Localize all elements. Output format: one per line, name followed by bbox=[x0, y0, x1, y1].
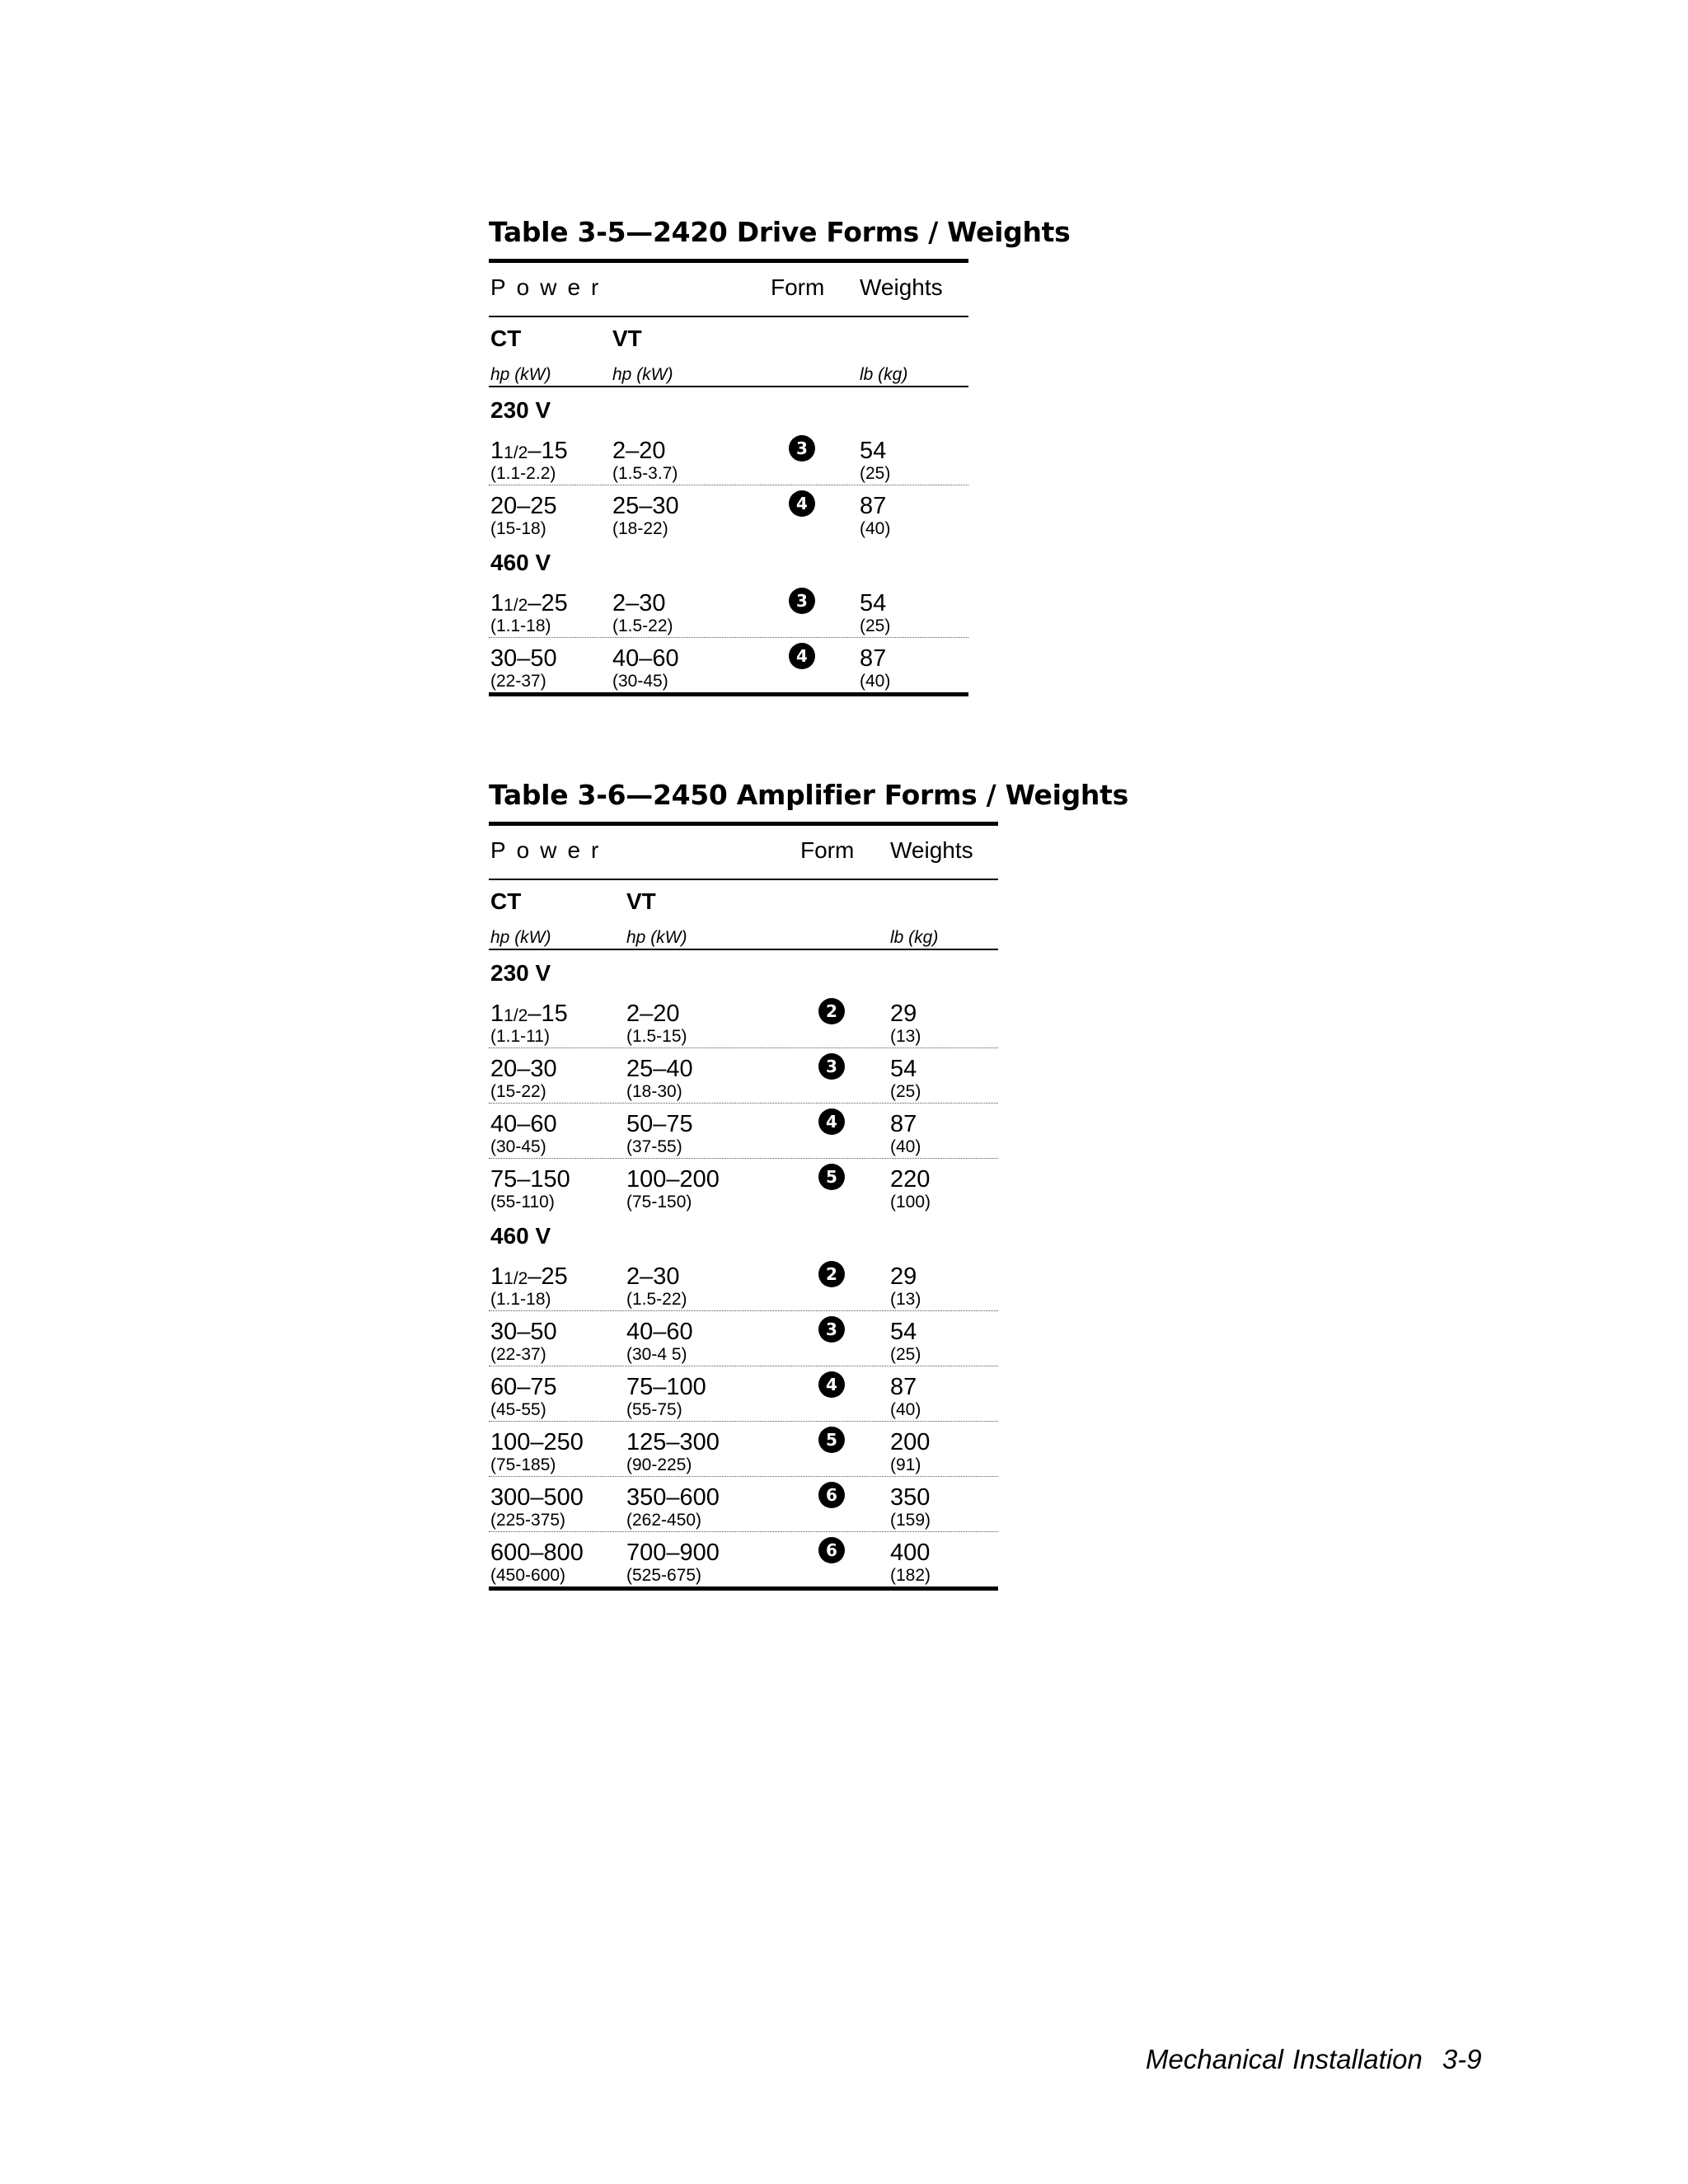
vt-kw: (18-22) bbox=[612, 519, 668, 538]
vt-hp: 700–900 bbox=[626, 1540, 720, 1566]
weight-lb: 400 bbox=[890, 1540, 931, 1566]
ct-hp-fraction: 1/2 bbox=[504, 1269, 528, 1288]
ct-kw: (22-37) bbox=[490, 672, 546, 691]
weight-lb: 54 bbox=[860, 590, 887, 616]
voltage-group-row bbox=[489, 950, 998, 993]
table-row bbox=[489, 1159, 998, 1213]
table-title: Table 3-5—2420 Drive Forms / Weights bbox=[489, 216, 1071, 248]
form-number-badge: 6 bbox=[818, 1482, 845, 1508]
ct-kw: (1.1-18) bbox=[490, 616, 551, 635]
weight-lb: 54 bbox=[860, 438, 887, 464]
ct-hp-fraction: 1/2 bbox=[504, 443, 528, 462]
vt-hp: 100–200 bbox=[626, 1166, 720, 1193]
ct-unit: hp (kW) bbox=[490, 365, 551, 384]
ct-hp: 11/2–15 bbox=[490, 1001, 568, 1027]
ct-header: CT bbox=[490, 326, 522, 351]
voltage-label: 460 V bbox=[490, 550, 551, 575]
table-row bbox=[489, 1532, 998, 1586]
form-number-badge: 6 bbox=[818, 1537, 845, 1563]
table-row bbox=[489, 1366, 998, 1421]
vt-header: VT bbox=[626, 888, 656, 914]
ct-kw: (1.1-2.2) bbox=[490, 464, 556, 483]
voltage-group-row bbox=[489, 387, 968, 430]
table-title: Table 3-6—2450 Amplifier Forms / Weights bbox=[489, 779, 1128, 811]
footer-section: Mechanical Installation bbox=[1146, 2044, 1423, 2074]
form-header: Form bbox=[800, 837, 855, 863]
ct-hp: 20–25 bbox=[490, 493, 557, 519]
weight-lb: 87 bbox=[890, 1374, 917, 1400]
vt-hp: 2–20 bbox=[626, 1001, 680, 1027]
vt-unit: hp (kW) bbox=[626, 928, 687, 947]
weight-lb: 54 bbox=[890, 1319, 917, 1345]
ct-hp: 11/2–25 bbox=[490, 590, 568, 616]
weight-kg: (25) bbox=[860, 464, 891, 483]
weight-lb: 54 bbox=[890, 1056, 917, 1082]
vt-hp: 40–60 bbox=[626, 1319, 693, 1345]
column-header-row bbox=[489, 826, 998, 879]
ct-hp-fraction: 1/2 bbox=[504, 1006, 528, 1025]
vt-kw: (262-450) bbox=[626, 1511, 702, 1530]
table-row bbox=[489, 1256, 998, 1310]
weight-kg: (13) bbox=[890, 1027, 921, 1046]
voltage-label: 230 V bbox=[490, 397, 551, 423]
vt-kw: (90-225) bbox=[626, 1455, 692, 1474]
weight-kg: (25) bbox=[860, 616, 891, 635]
weight-lb: 220 bbox=[890, 1166, 931, 1193]
form-number-badge: 4 bbox=[818, 1371, 845, 1398]
vt-kw: (75-150) bbox=[626, 1193, 692, 1212]
ct-hp: 75–150 bbox=[490, 1166, 570, 1193]
weight-lb: 29 bbox=[890, 1001, 917, 1027]
table-3-5 bbox=[489, 213, 1071, 696]
form-number-badge: 3 bbox=[789, 588, 815, 614]
vt-kw: (1.5-15) bbox=[626, 1027, 687, 1046]
weight-kg: (40) bbox=[860, 519, 891, 538]
ct-kw: (22-37) bbox=[490, 1345, 546, 1364]
ct-header: CT bbox=[490, 888, 522, 914]
vt-unit: hp (kW) bbox=[612, 365, 673, 384]
vt-kw: (1.5-22) bbox=[612, 616, 673, 635]
vt-kw: (30-45) bbox=[612, 672, 668, 691]
form-number-badge: 4 bbox=[789, 643, 815, 669]
ct-kw: (15-18) bbox=[490, 519, 546, 538]
ct-hp: 11/2–15 bbox=[490, 438, 568, 464]
weight-lb: 29 bbox=[890, 1263, 917, 1290]
vt-hp: 50–75 bbox=[626, 1111, 693, 1137]
footer-page-number: 3-9 bbox=[1442, 2044, 1482, 2074]
table-row bbox=[489, 1477, 998, 1531]
vt-hp: 2–30 bbox=[626, 1263, 680, 1290]
ct-hp: 11/2–25 bbox=[490, 1263, 568, 1290]
weights-header: Weights bbox=[860, 274, 943, 300]
table-row bbox=[489, 430, 968, 485]
table-body bbox=[489, 387, 968, 692]
weight-kg: (40) bbox=[860, 672, 891, 691]
vt-hp: 125–300 bbox=[626, 1429, 720, 1455]
ct-hp: 60–75 bbox=[490, 1374, 557, 1400]
ct-hp-fraction: 1/2 bbox=[504, 596, 528, 615]
table-bottom-rule bbox=[489, 1586, 998, 1591]
voltage-label: 460 V bbox=[490, 1223, 551, 1249]
voltage-group-row bbox=[489, 1213, 998, 1256]
weight-kg: (25) bbox=[890, 1345, 921, 1364]
weights-header: Weights bbox=[890, 837, 973, 863]
weight-kg: (91) bbox=[890, 1455, 921, 1474]
table-row bbox=[489, 1048, 998, 1103]
weight-kg: (13) bbox=[890, 1290, 921, 1309]
unit-header-row bbox=[489, 317, 968, 386]
ct-kw: (1.1-18) bbox=[490, 1290, 551, 1309]
form-number-badge: 5 bbox=[818, 1427, 845, 1453]
vt-hp: 40–60 bbox=[612, 645, 679, 672]
table-row bbox=[489, 993, 998, 1047]
weight-kg: (182) bbox=[890, 1566, 931, 1585]
vt-kw: (1.5-22) bbox=[626, 1290, 687, 1309]
table-row bbox=[489, 638, 968, 692]
table-bottom-rule bbox=[489, 692, 968, 696]
vt-hp: 25–30 bbox=[612, 493, 679, 519]
ct-hp: 20–30 bbox=[490, 1056, 557, 1082]
vt-hp: 350–600 bbox=[626, 1484, 720, 1511]
form-number-badge: 4 bbox=[789, 490, 815, 517]
power-header: Power bbox=[490, 837, 610, 863]
unit-header-row bbox=[489, 880, 998, 949]
voltage-label: 230 V bbox=[490, 960, 551, 986]
form-number-badge: 3 bbox=[818, 1053, 845, 1080]
form-number-badge: 4 bbox=[818, 1108, 845, 1135]
ct-hp: 30–50 bbox=[490, 645, 557, 672]
ct-hp: 40–60 bbox=[490, 1111, 557, 1137]
vt-kw: (18-30) bbox=[626, 1082, 682, 1101]
weight-kg: (25) bbox=[890, 1082, 921, 1101]
weight-kg: (40) bbox=[890, 1137, 921, 1156]
vt-header: VT bbox=[612, 326, 642, 351]
vt-kw: (30-4 5) bbox=[626, 1345, 687, 1364]
vt-hp: 2–20 bbox=[612, 438, 666, 464]
vt-hp: 2–30 bbox=[612, 590, 666, 616]
vt-kw: (1.5-3.7) bbox=[612, 464, 678, 483]
power-header: Power bbox=[490, 274, 610, 300]
ct-hp: 100–250 bbox=[490, 1429, 584, 1455]
weight-kg: (159) bbox=[890, 1511, 931, 1530]
ct-hp: 30–50 bbox=[490, 1319, 557, 1345]
weight-kg: (100) bbox=[890, 1193, 931, 1212]
ct-kw: (45-55) bbox=[490, 1400, 546, 1419]
ct-kw: (15-22) bbox=[490, 1082, 546, 1101]
form-number-badge: 5 bbox=[818, 1164, 845, 1190]
table-body bbox=[489, 950, 998, 1586]
ct-kw: (225-375) bbox=[490, 1511, 566, 1530]
vt-kw: (37-55) bbox=[626, 1137, 682, 1156]
vt-hp: 25–40 bbox=[626, 1056, 693, 1082]
ct-hp: 300–500 bbox=[490, 1484, 584, 1511]
table-row bbox=[489, 1422, 998, 1476]
weight-unit: lb (kg) bbox=[860, 365, 908, 384]
ct-kw: (450-600) bbox=[490, 1566, 566, 1585]
weight-kg: (40) bbox=[890, 1400, 921, 1419]
ct-unit: hp (kW) bbox=[490, 928, 551, 947]
vt-hp: 75–100 bbox=[626, 1374, 706, 1400]
weight-lb: 200 bbox=[890, 1429, 931, 1455]
vt-kw: (55-75) bbox=[626, 1400, 682, 1419]
weight-lb: 87 bbox=[860, 493, 887, 519]
ct-hp: 600–800 bbox=[490, 1540, 584, 1566]
table-row bbox=[489, 485, 968, 540]
weight-unit: lb (kg) bbox=[890, 928, 939, 947]
ct-kw: (30-45) bbox=[490, 1137, 546, 1156]
form-number-badge: 3 bbox=[789, 435, 815, 462]
ct-kw: (75-185) bbox=[490, 1455, 556, 1474]
ct-kw: (55-110) bbox=[490, 1193, 555, 1212]
table-row bbox=[489, 1104, 998, 1158]
table-row bbox=[489, 583, 968, 637]
table-3-6 bbox=[489, 776, 1128, 1591]
weight-lb: 87 bbox=[860, 645, 887, 672]
ct-kw: (1.1-11) bbox=[490, 1027, 550, 1046]
voltage-group-row bbox=[489, 540, 968, 583]
vt-kw: (525-675) bbox=[626, 1566, 702, 1585]
weight-lb: 87 bbox=[890, 1111, 917, 1137]
form-header: Form bbox=[771, 274, 825, 300]
form-number-badge: 3 bbox=[818, 1316, 845, 1343]
column-header-row bbox=[489, 263, 968, 316]
weight-lb: 350 bbox=[890, 1484, 931, 1511]
table-row bbox=[489, 1311, 998, 1366]
form-number-badge: 2 bbox=[818, 998, 845, 1024]
form-number-badge: 2 bbox=[818, 1261, 845, 1287]
page-footer bbox=[1146, 2044, 1482, 2075]
